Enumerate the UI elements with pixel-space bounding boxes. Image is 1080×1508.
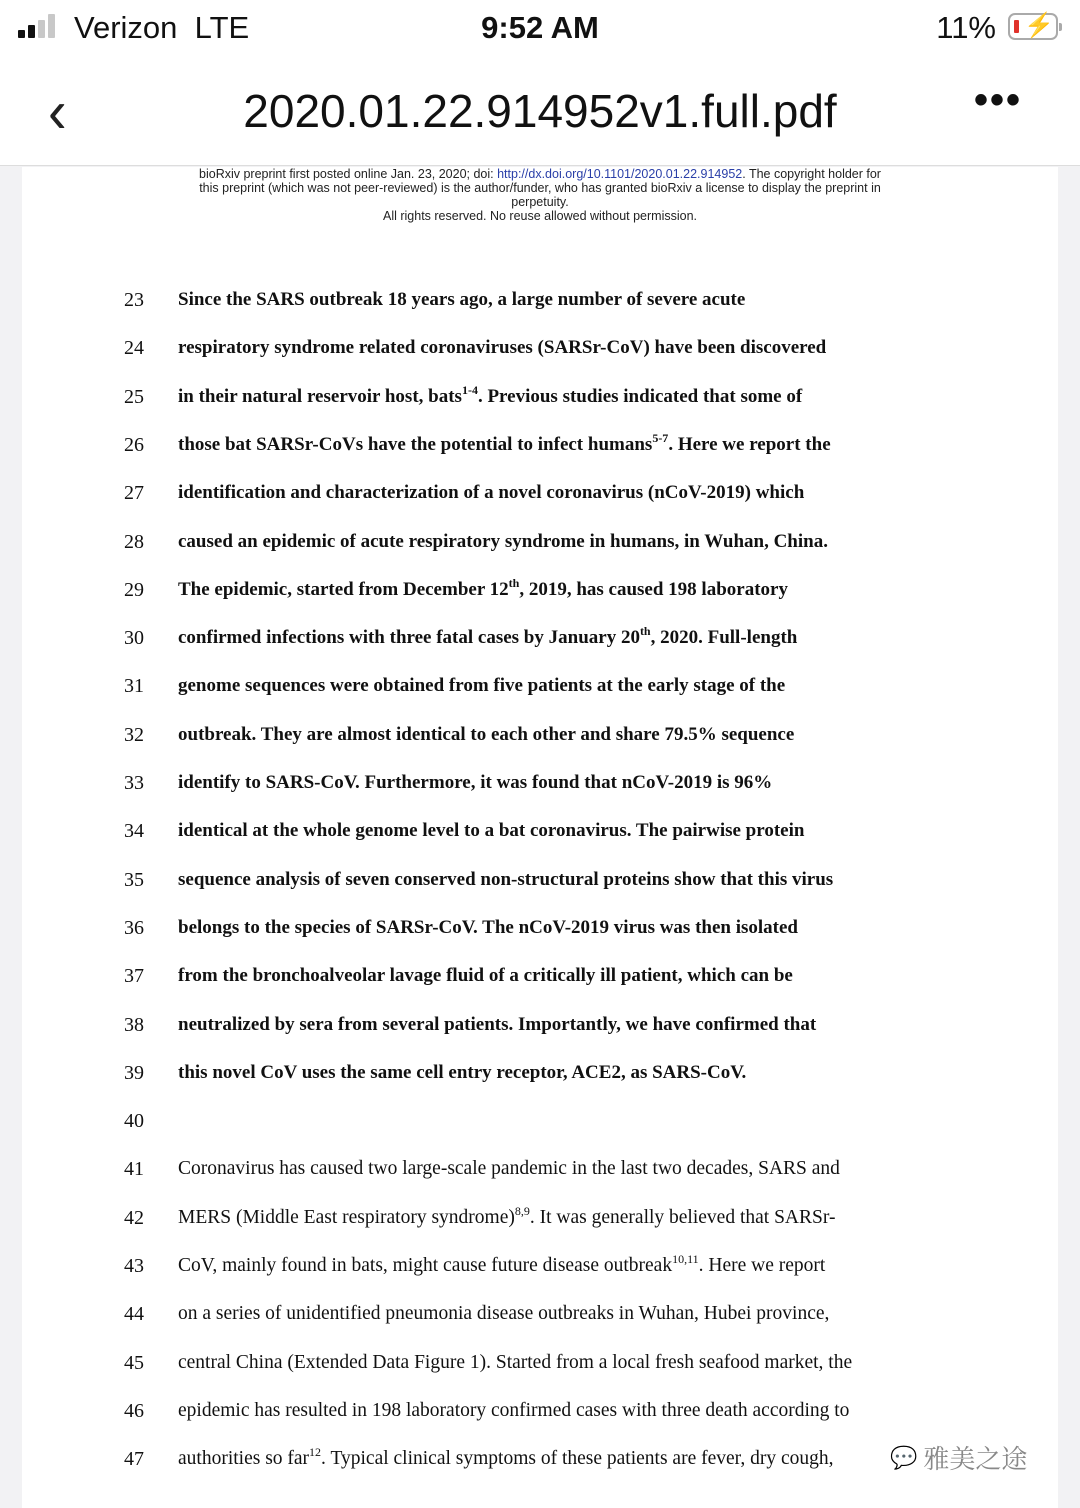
line-text: Coronavirus has caused two large-scale pandemic in the last two decades, SARS and [178,1158,840,1180]
line-text: those bat SARSr-CoVs have the potential to infect humans$^{5-7}$. Here we report the [178,430,831,455]
line-text: respiratory syndrome related coronaviruses (SARSr-CoV) have been discovered [178,337,827,359]
citation-superscript: 12 [309,1445,322,1460]
line-number: 28 [124,530,144,553]
text-line [22,1014,1058,1044]
line-number: 47 [124,1448,144,1471]
text-line [22,965,1058,995]
more-options-button[interactable]: ••• [973,78,1022,122]
line-text: identification and characterization of a novel coronavirus (nCoV-2019) which [178,482,805,504]
line-number: 44 [124,1303,144,1326]
line-number: 41 [124,1158,144,1181]
line-number: 29 [124,578,144,601]
document-title: 2020.01.22.914952v1.full.pdf [243,85,837,137]
line-text: Since the SARS outbreak 18 years ago, a large number of severe acute [178,289,746,310]
battery-percent: 11% [936,10,996,45]
line-number: 35 [124,868,144,891]
citation-superscript: 10,11 [672,1252,699,1266]
text-line [22,482,1058,512]
doi-link[interactable]: http://dx.doi.org/10.1101/2020.01.22.914952 [497,167,743,181]
line-text: The epidemic, started from December 12th, 2019, has caused 198 laboratory [178,575,788,600]
text-line [22,337,1058,367]
line-number: 34 [124,820,144,843]
line-number: 38 [124,1013,144,1036]
text-line [22,820,1058,850]
status-bar [0,0,1080,56]
line-text: CoV, mainly found in bats, might cause future disease outbreak$^{10,11}$. Here we report [178,1252,826,1276]
line-text: belongs to the species of SARSr-CoV. The nCoV-2019 virus was then isolated [178,916,798,938]
text-line [22,1203,1058,1237]
line-number: 30 [124,627,144,650]
text-line [22,289,1058,319]
text-line [22,772,1058,802]
line-number: 31 [124,675,144,698]
text-line [22,430,1058,464]
text-line [22,1062,1058,1092]
line-number: 33 [124,772,144,794]
line-text: authorities so far$^{12}$. Typical clinical symptoms of these patients are fever, dry cough, [178,1445,834,1470]
preprint-notice: bioRxiv preprint first posted online Jan. 23, 2020; doi: http://dx.doi.org/10.1101/2020.01.22.914952. The copyright holder for this preprint (which was not peer-reviewed) is the author/funder, who has granted bioRxiv a license to display the preprint in perpetuity. All rights reserved. No reuse allowed without permission. [199,167,881,223]
line-text: neutralized by sera from several patients. Importantly, we have confirmed that [178,1013,817,1035]
citation-superscript: 1-4 [461,382,478,397]
text-line [22,624,1058,657]
clock: 9:52 AM [481,10,599,45]
watermark: 💬 雅美之途 [890,1444,1028,1474]
line-number: 37 [124,965,144,988]
citation-superscript: th [639,624,651,639]
wechat-icon: 💬 [890,1444,918,1470]
line-text: sequence analysis of seven conserved non-structural proteins show that this virus [178,868,834,890]
line-text: identify to SARS-CoV. Furthermore, it was found that nCoV-2019 is 96% [178,772,773,793]
text-line [22,531,1058,561]
line-text: genome sequences were obtained from five patients at the early stage of the [178,675,786,697]
text-line [22,1303,1058,1333]
line-number: 40 [124,1110,144,1133]
citation-superscript: 8,9 [514,1203,530,1218]
line-number: 36 [124,916,144,939]
text-line [22,575,1058,609]
line-number: 26 [124,433,144,456]
text-line [22,1352,1058,1382]
line-text: from the bronchoalveolar lavage fluid of a critically ill patient, which can be [178,965,793,987]
text-line [22,869,1058,899]
battery-charging-icon: ⚡ [1008,13,1058,40]
line-number: 39 [124,1061,144,1084]
line-text: identical at the whole genome level to a bat coronavirus. The pairwise protein [178,820,805,842]
line-number: 25 [124,385,144,408]
line-text: this novel CoV uses the same cell entry receptor, ACE2, as SARS-CoV. [178,1061,747,1083]
line-text: MERS (Middle East respiratory syndrome)$^{8,9}$. It was generally believed that SARSr- [178,1203,836,1228]
text-line [22,675,1058,705]
text-line [22,917,1058,947]
text-line [22,1252,1058,1285]
text-line [22,382,1058,416]
line-number: 42 [124,1206,144,1229]
text-line [22,1158,1058,1188]
line-text: central China (Extended Data Figure 1). Started from a local fresh seafood market, the [178,1351,853,1373]
line-number: 43 [124,1255,144,1277]
back-button[interactable]: ‹ [48,75,67,146]
line-number: 23 [124,289,144,311]
text-line [22,1400,1058,1430]
line-text: caused an epidemic of acute respiratory syndrome in humans, in Wuhan, China. [178,530,828,552]
line-number: 32 [124,723,144,746]
text-line [22,724,1058,754]
citation-superscript: th [508,575,520,590]
line-text: on a series of unidentified pneumonia disease outbreaks in Wuhan, Hubei province, [178,1303,830,1325]
line-text: confirmed infections with three fatal cases by January 20th, 2020. Full-length [178,624,798,649]
carrier-label: Verizon LTE [74,10,250,45]
line-number: 46 [124,1399,144,1422]
citation-superscript: 5-7 [652,430,669,445]
line-number: 27 [124,482,144,505]
line-number: 45 [124,1351,144,1374]
nav-bar [0,56,1080,166]
pdf-page[interactable] [22,167,1058,1508]
line-number: 24 [124,337,144,360]
line-text: outbreak. They are almost identical to each other and share 79.5% sequence [178,723,795,745]
line-text: epidemic has resulted in 198 laboratory confirmed cases with three death according to [178,1399,850,1421]
text-line [22,1110,1058,1140]
line-text: in their natural reservoir host, bats$^{1-4}$. Previous studies indicated that some of [178,382,803,407]
